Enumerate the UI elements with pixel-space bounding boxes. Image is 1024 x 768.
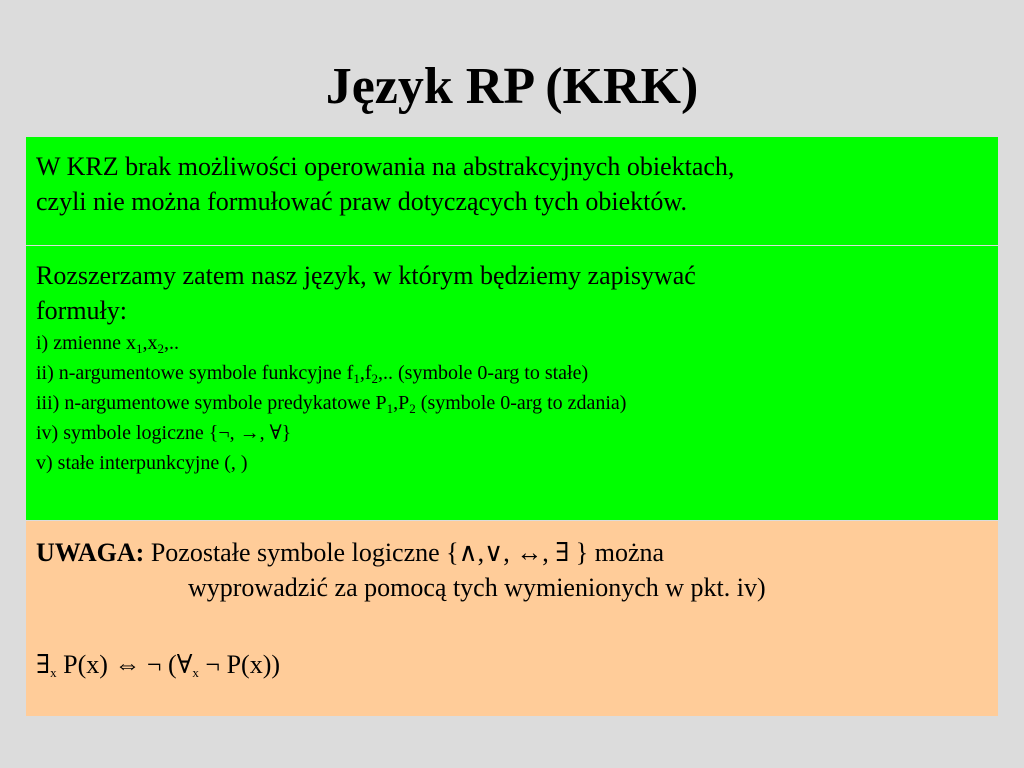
list-item-punctuation: v) stałe interpunkcyjne (, ) bbox=[36, 452, 248, 474]
note-text: Pozostałe symbole logiczne {∧,∨, ↔, ∃ } można bbox=[144, 538, 665, 567]
subscript: 2 bbox=[409, 401, 416, 416]
subscript: 2 bbox=[157, 341, 164, 356]
language-extension-box bbox=[26, 246, 998, 520]
intro-box bbox=[26, 137, 998, 245]
intro-line-2: czyli nie można formułować praw dotyczących tych obiektów. bbox=[36, 187, 687, 216]
list-item-variables bbox=[36, 328, 988, 358]
item-text: ,.. (symbole 0-arg to stałe) bbox=[378, 362, 589, 384]
item-text: ,x bbox=[142, 332, 158, 354]
item-text: ,f bbox=[359, 362, 372, 384]
slide-title: Język RP (KRK) bbox=[325, 58, 699, 115]
subscript: 2 bbox=[371, 371, 378, 386]
quantifier-formula bbox=[36, 647, 988, 682]
formula-part: ∃ bbox=[36, 650, 51, 679]
item-text: iii) n-argumentowe symbole predykatowe P bbox=[36, 392, 387, 414]
formula-part: ¬ P(x)) bbox=[198, 650, 281, 679]
item-text: ,.. bbox=[163, 332, 179, 354]
note-line-1 bbox=[36, 535, 988, 570]
list-item-predicate-symbols bbox=[36, 388, 988, 418]
item-text: ii) n-argumentowe symbole funkcyjne f bbox=[36, 362, 354, 384]
list-item-function-symbols bbox=[36, 358, 988, 388]
item-text: i) zmienne x bbox=[36, 332, 136, 354]
intro-line-1: W KRZ brak możliwości operowania na abstrakcyjnych obiektach, bbox=[36, 152, 735, 181]
subscript: 1 bbox=[386, 401, 394, 416]
subscript: x bbox=[50, 665, 57, 680]
subscript: 1 bbox=[353, 371, 360, 386]
spacer bbox=[36, 605, 988, 647]
item-text: (symbole 0-arg to zdania) bbox=[415, 392, 627, 414]
item-text: ,P bbox=[393, 392, 410, 414]
note-line-2: wyprowadzić za pomocą tych wymienionych w pkt. iv) bbox=[188, 573, 766, 602]
list-item-logical-symbols: iv) symbole logiczne {¬, →, ∀} bbox=[36, 422, 292, 444]
note-label: UWAGA: bbox=[36, 538, 145, 567]
extension-intro-line-2: formuły: bbox=[36, 296, 127, 325]
note-box bbox=[26, 521, 998, 716]
subscript: x bbox=[192, 665, 199, 680]
extension-intro-line-1: Rozszerzamy zatem nasz język, w którym będziemy zapisywać bbox=[36, 261, 696, 290]
subscript: 1 bbox=[135, 341, 143, 356]
formula-part: P(x) ⇔ ¬ (∀ bbox=[56, 650, 193, 679]
